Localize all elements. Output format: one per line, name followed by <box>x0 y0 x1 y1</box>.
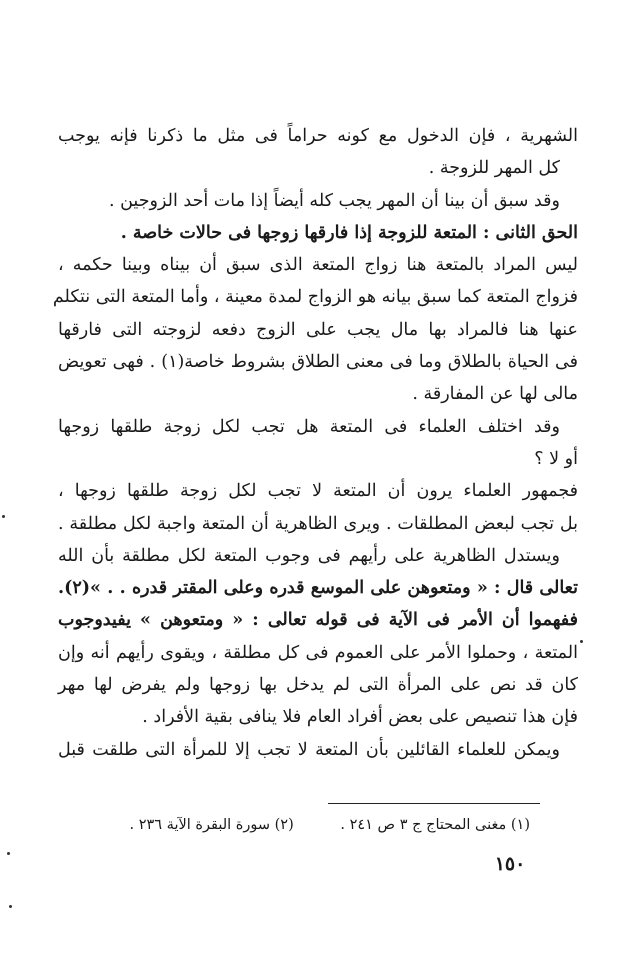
text-line: وقد اختلف العلماء فى المتعة هل تجب لكل زوجة طلقها زوجها <box>58 416 560 437</box>
text-line: كان قد نص على المرأة التى لم يدخل بها زوجها ولم يفرض لها مهر <box>58 675 578 696</box>
text-line: فإن هذا تنصيص على بعض أفراد العام فلا ينافى بقية الأفراد . <box>142 707 578 728</box>
text-line: بل تجب لبعض المطلقات . ويرى الظاهرية أن المتعة واجبة لكل مطلقة . <box>58 513 578 534</box>
scan-speck <box>9 905 12 908</box>
scan-speck <box>7 852 10 855</box>
text-line: الشهرية ، فإن الدخول مع كونه حراماً فى مثل ما ذكرنا فإنه يوجب <box>58 126 578 146</box>
text-line: المتعة ، وحملوا الأمر على العموم فى كل مطلقة ، ويقوى رأيهم أنه وإن <box>58 642 578 663</box>
footnote-2: (٢) سورة البقرة الآية ٢٣٦ . <box>129 817 294 833</box>
text-line: ويستدل الظاهرية على رأيهم فى وجوب المتعة لكل مطلقة بأن الله <box>58 545 560 566</box>
text-line: فزواج المتعة كما سبق بيانه هو الزواج لمدة معينة ، وأما المتعة التى نتكلم <box>52 287 578 308</box>
text-line: ويمكن للعلماء القائلين بأن المتعة لا تجب إلا للمرأة التى طلقت قبل <box>58 739 560 760</box>
scan-speck <box>2 515 5 518</box>
page-number: ١٥٠ <box>494 853 526 875</box>
text-line: ففهموا أن الأمر فى الآية فى قوله تعالى : « ومتعوهن » يفيدوجوب <box>58 610 578 631</box>
footnote-separator <box>328 803 540 804</box>
text-line: تعالى قال : « ومتعوهن على الموسع قدره وعلى المقتر قدره . . »(٢). <box>58 578 578 599</box>
text-line: مالى لها عن المفارقة . <box>412 384 578 405</box>
text-line: فجمهور العلماء يرون أن المتعة لا تجب لكل زوجة طلقها زوجها ، <box>58 481 578 502</box>
text-line: وقد سبق أن بينا أن المهر يجب كله أيضاً إذا مات أحد الزوجين . <box>108 190 560 211</box>
text-line: كل المهر للزوجة . <box>428 158 560 179</box>
text-line: ليس المراد بالمتعة هنا زواج المتعة الذى سبق أن بيناه وبينا حكمه ، <box>58 255 578 276</box>
footnotes <box>90 815 530 835</box>
scan-speck <box>580 640 583 643</box>
text-line: فى الحياة بالطلاق وما فى معنى الطلاق بشروط خاصة(١) . فهى تعويض <box>58 352 578 373</box>
document-body <box>52 120 578 766</box>
footnote-1: (١) مغنى المحتاج ج ٣ ص ٢٤١ . <box>340 817 530 833</box>
text-line: الحق الثانى : المتعة للزوجة إذا فارقها زوجها فى حالات خاصة . <box>120 222 578 243</box>
text-line: عنها هنا فالمراد بها مال يجب على الزوج دفعه لزوجته التى فارقها <box>58 319 578 340</box>
text-line: أو لا ؟ <box>534 448 578 469</box>
